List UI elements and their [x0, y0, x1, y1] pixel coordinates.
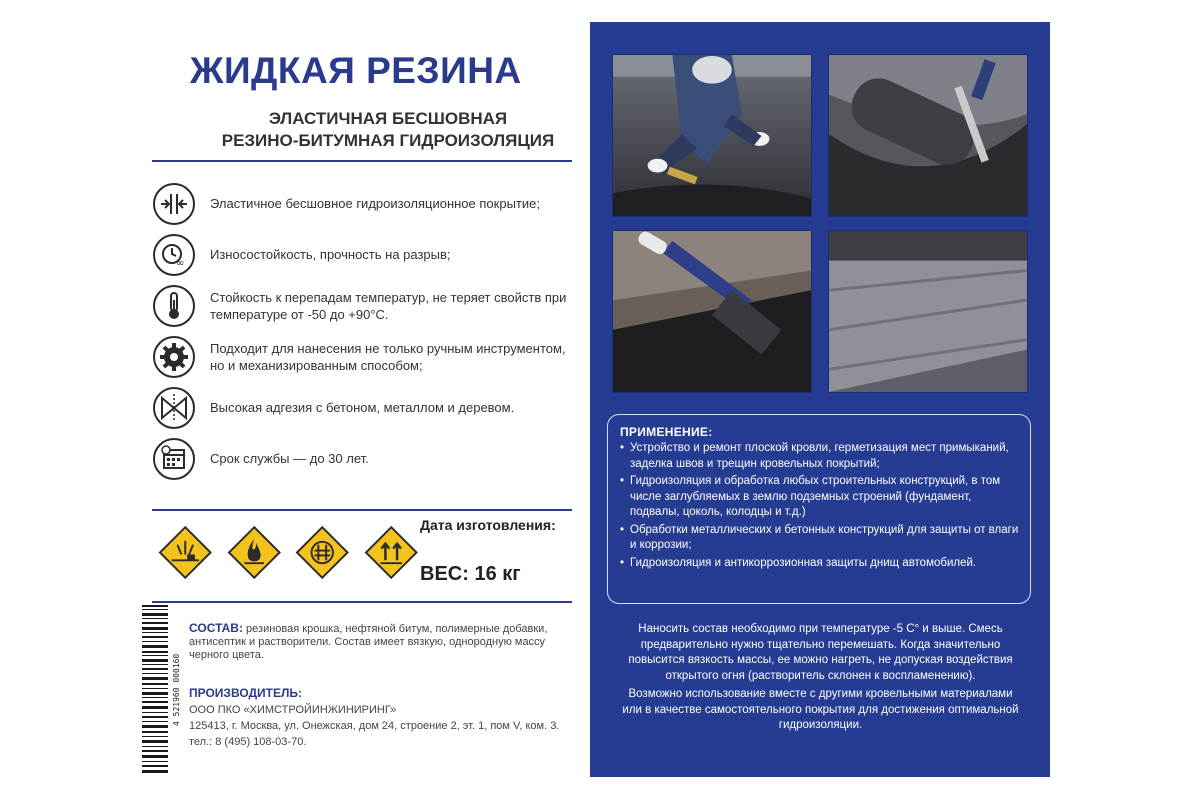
- feature-text: Срок службы — до 30 лет.: [210, 451, 369, 466]
- usage-notes: [618, 622, 1023, 737]
- feature-text: Стойкость к перепадам температур, не теряет свойств при температуре от -50 до +90°С.: [210, 289, 567, 322]
- no-heat-icon: [295, 525, 350, 580]
- barcode: [140, 605, 170, 775]
- feature-text: Подходит для нанесения не только ручным инструментом, но и механизированным способом;: [210, 340, 566, 373]
- elastic-compress-icon: [152, 182, 196, 226]
- hazard-symbols: [158, 525, 418, 585]
- product-subtitle: [198, 108, 578, 152]
- manufacturer-address: 125413, г. Москва, ул. Онежская, дом 24, строение 2, эт. 1, пом V, ком. 3.: [189, 720, 560, 732]
- list-item: • Гидроизоляция и обработка любых строительных конструкций, в том числе заглубляемых в землю подземных строений (фундамент, подвалы, цоколь, колодцы и т.д.): [620, 474, 1020, 521]
- svg-text:∞: ∞: [176, 257, 185, 269]
- feature-text: Эластичное бесшовное гидроизоляционное покрытие;: [210, 196, 540, 211]
- application-title: ПРИМЕНЕНИЕ:: [620, 425, 713, 439]
- divider: [152, 160, 572, 162]
- composition-text: резиновая крошка, нефтяной битум, полимерные добавки, антисептик и растворители. Состав имеет вязкую, однородную массу черного цвета.: [189, 623, 548, 661]
- adhesion-icon: [152, 386, 196, 430]
- composition: [189, 622, 575, 662]
- durability-clock-icon: [152, 233, 196, 277]
- gear-icon: [152, 335, 196, 379]
- divider: [152, 601, 572, 603]
- subtitle-line-1: ЭЛАСТИЧНАЯ БЕСШОВНАЯ: [268, 109, 508, 128]
- application-panel: [590, 22, 1050, 777]
- manufacturer: [189, 685, 589, 750]
- feature-text: Износостойкость, прочность на разрыв;: [210, 247, 451, 262]
- barcode-number: 4 521960 000160: [172, 653, 181, 727]
- photo-worker-spreading: [612, 54, 812, 217]
- flammable-icon: [227, 525, 282, 580]
- product-title: ЖИДКАЯ РЕЗИНА: [190, 50, 522, 91]
- list-item: • Обработки металлических и бетонных конструкций для защиты от влаги и коррозии;: [620, 523, 1020, 554]
- feature-item: [152, 229, 572, 280]
- usage-note-temperature: Наносить состав необходимо при температуре -5 С° и выше. Смесь предварительно нужно тщательно перемешать. Когда значительно повысится вязкость массы, ее можно нагреть, не допуская воздействия открытого огня (растворитель склонен к воспламенению).: [628, 623, 1013, 682]
- composition-label: СОСТАВ:: [189, 621, 243, 635]
- feature-text: Высокая адгезия с бетоном, металлом и деревом.: [210, 400, 515, 415]
- photo-rubber-surface: [828, 230, 1028, 393]
- list-item: • Устройство и ремонт плоской кровли, герметизация мест примыканий, заделка швов и трещин кровельных покрытий;: [620, 441, 1020, 472]
- feature-item: [152, 433, 572, 484]
- feature-item: [152, 178, 572, 229]
- thermometer-icon: [152, 284, 196, 328]
- photo-paint-roller: [828, 54, 1028, 217]
- manufacture-date-label: Дата изготовления:: [420, 517, 556, 533]
- calendar-icon: [152, 437, 196, 481]
- manufacturer-phone: тел.: 8 (495) 108-03-70.: [189, 736, 307, 748]
- feature-item: [152, 331, 572, 382]
- feature-item: [152, 280, 572, 331]
- environment-hazard-icon: [158, 525, 213, 580]
- application-list: [620, 441, 1020, 571]
- list-item: • Гидроизоляция и антикоррозионная защиты днищ автомобилей.: [620, 556, 1020, 572]
- weight-label: ВЕС: 16 кг: [420, 563, 521, 585]
- subtitle-line-2: РЕЗИНО-БИТУМНАЯ ГИДРОИЗОЛЯЦИЯ: [221, 131, 555, 150]
- manufacturer-label: ПРОИЗВОДИТЕЛЬ:: [189, 686, 303, 700]
- divider: [152, 509, 572, 511]
- application-box: [607, 414, 1031, 604]
- usage-note-compatibility: Возможно использование вместе с другими кровельными материалами или в качестве самостоятельного покрытия для достижения оптимальной гидроизоляции.: [622, 688, 1019, 731]
- this-side-up-icon: [364, 525, 419, 580]
- manufacturer-name: ООО ПКО «ХИМСТРОЙИНЖИНИРИНГ»: [189, 704, 397, 716]
- feature-list: [152, 178, 572, 484]
- product-info-panel: [140, 20, 595, 780]
- photo-spatula-application: [612, 230, 812, 393]
- feature-item: [152, 382, 572, 433]
